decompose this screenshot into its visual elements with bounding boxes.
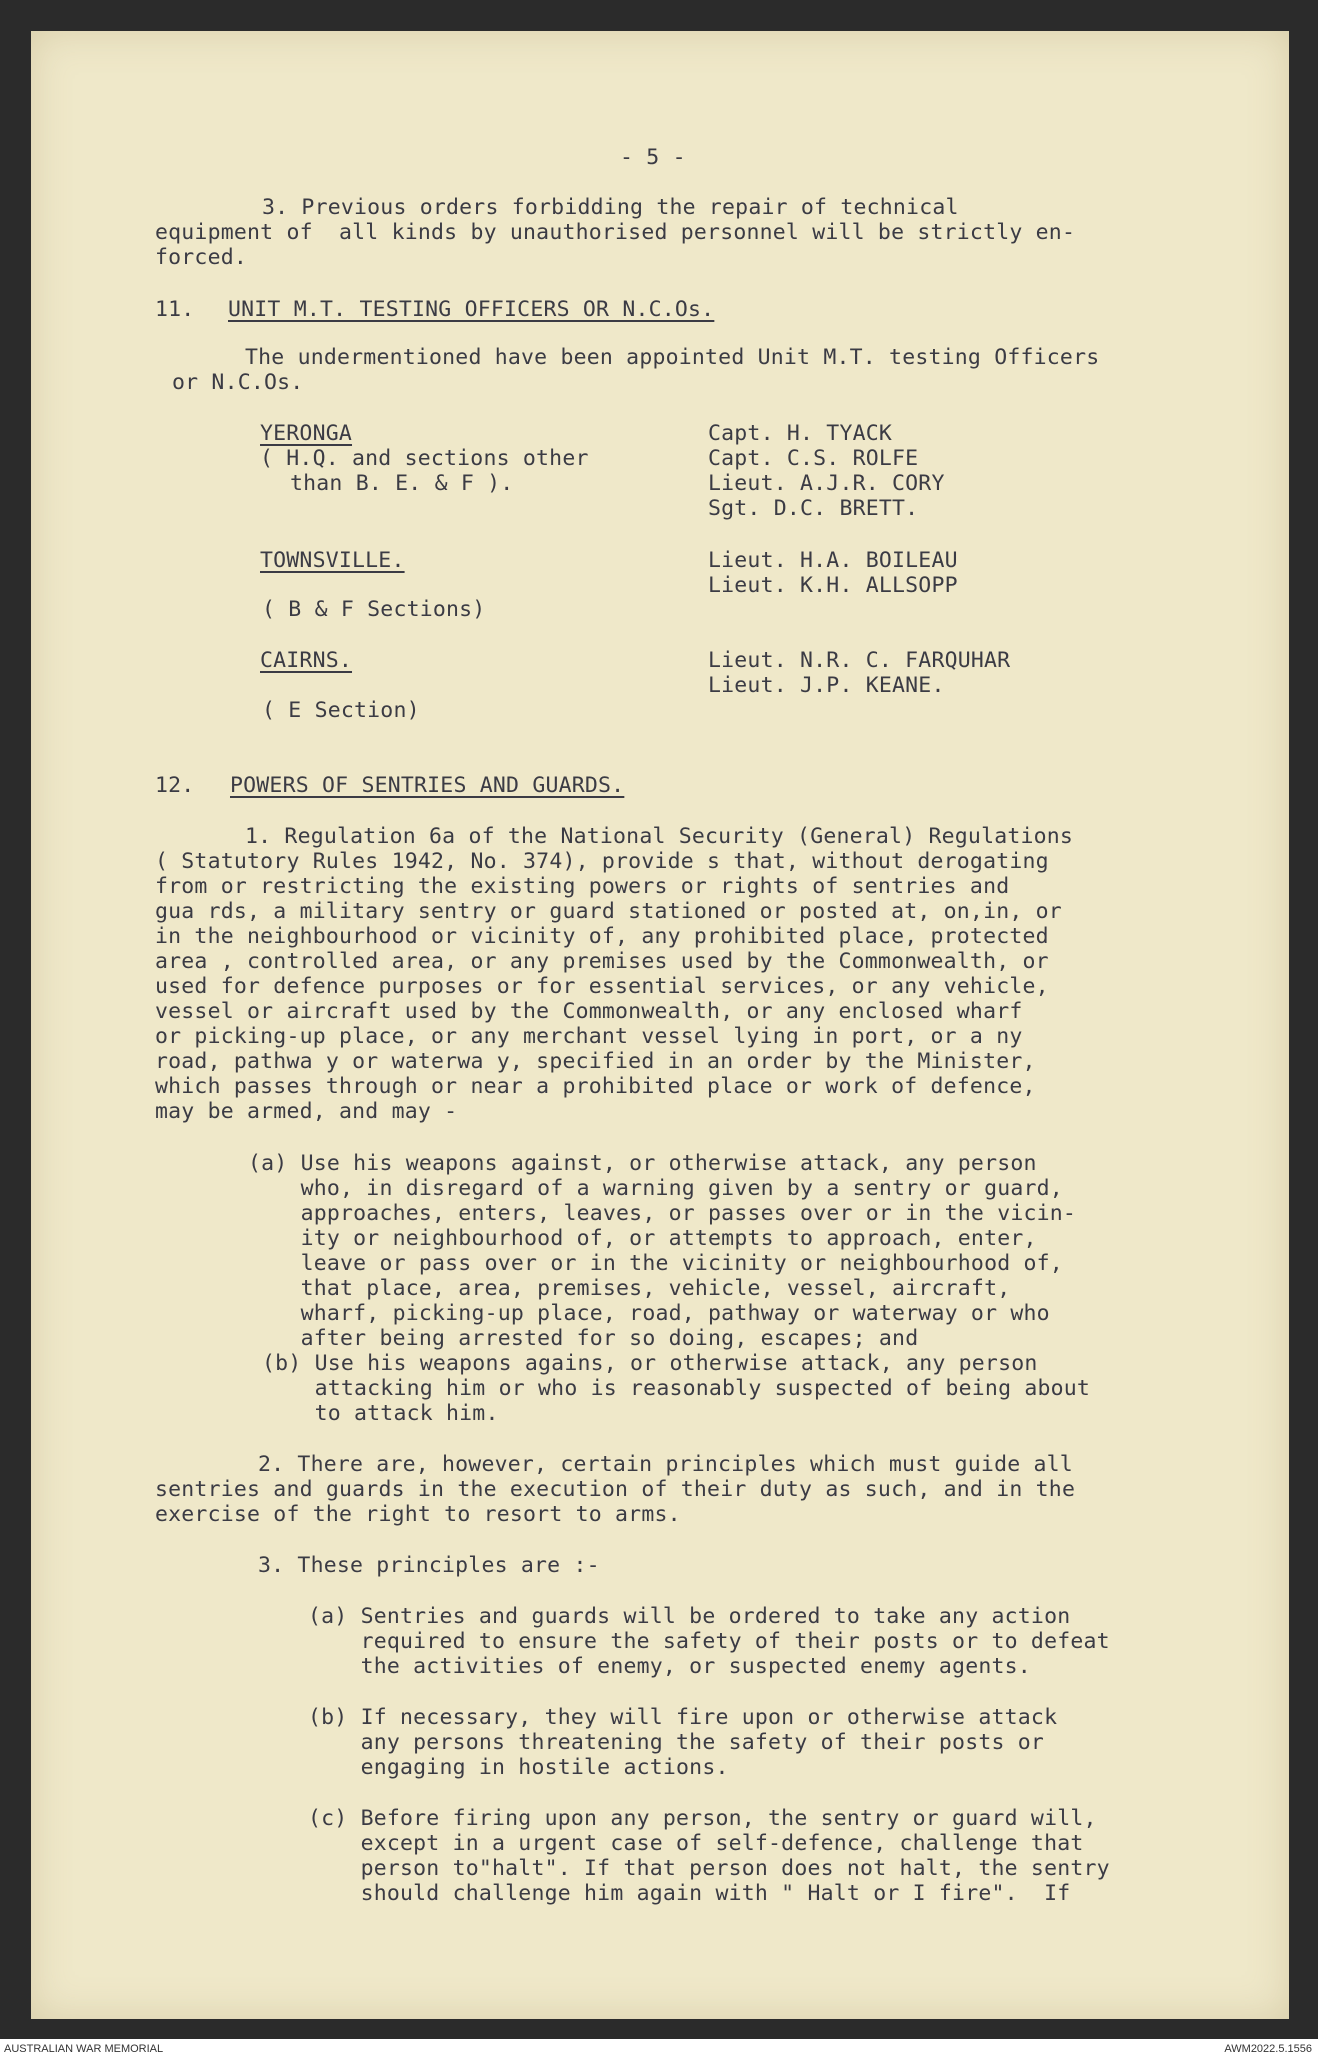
officer-name: Lieut. N.R. C. FARQUHAR [708,648,1011,673]
text-line: 3. Previous orders forbidding the repair of technical [262,195,959,220]
section-heading: POWERS OF SENTRIES AND GUARDS. [230,773,625,798]
text-line: 3. These principles are :- [258,1553,600,1578]
location-name: YERONGA [260,421,353,446]
list-item-line: (a) Sentries and guards will be ordered to take any action [308,1604,1071,1629]
archive-reference: AWM2022.5.1556 [1224,2043,1312,2055]
list-item-line: required to ensure the safety of their posts or to defeat [308,1629,1110,1654]
archive-footer [0,2039,1318,2061]
location-name: TOWNSVILLE. [260,548,405,573]
text-line: from or restricting the existing powers or rights of sentries and [155,874,1010,899]
list-item-line: the activities of enemy, or suspected enemy agents. [308,1654,1031,1679]
officer-name: Lieut. J.P. KEANE. [708,673,945,698]
list-item-line: engaging in hostile actions. [308,1755,729,1780]
text-line: ( Statutory Rules 1942, No. 374), provide s that, without derogating [155,849,1049,874]
text-line: sentries and guards in the execution of their duty as such, and in the [155,1477,1076,1502]
officer-name: Capt. H. TYACK [708,421,893,446]
officer-name: Sgt. D.C. BRETT. [708,496,919,521]
text-line: exercise of the right to resort to arms. [155,1502,681,1527]
list-item-line: leave or pass over or in the vicinity or neighbourhood of, [248,1251,1063,1276]
location-note: than B. E. & F ). [290,471,514,496]
list-item-line: ity or neighbourhood of, or attempts to approach, enter, [248,1226,1037,1251]
list-item-line: that place, area, premises, vehicle, vessel, aircraft, [248,1276,1011,1301]
list-item-line: should challenge him again with " Halt or I fire". If [308,1881,1071,1906]
text-line: vessel or aircraft used by the Commonwealth, or any enclosed wharf [155,999,1023,1024]
list-item-line: approaches, enters, leaves, or passes over or in the vicin- [248,1201,1077,1226]
text-line: which passes through or near a prohibited place or work of defence, [155,1074,1036,1099]
officer-name: Capt. C.S. ROLFE [708,446,919,471]
location-note: ( E Section) [262,698,420,723]
text-line: in the neighbourhood or vicinity of, any prohibited place, protected [155,924,1049,949]
text-line: gua rds, a military sentry or guard stationed or posted at, on,in, or [155,899,1062,924]
list-item-line: attacking him or who is reasonably suspected of being about [262,1376,1091,1401]
text-line: forced. [155,245,248,270]
list-item-line: (a) Use his weapons against, or otherwise attack, any person [248,1151,1037,1176]
page-number: - 5 - [620,145,686,170]
text-line: The undermentioned have been appointed Unit M.T. testing Officers [245,345,1100,370]
location-note: ( H.Q. and sections other [260,446,589,471]
officer-name: Lieut. H.A. BOILEAU [708,548,958,573]
location-name: CAIRNS. [260,648,353,673]
officer-name: Lieut. A.J.R. CORY [708,471,945,496]
text-line: or N.C.Os. [172,370,304,395]
section-heading: UNIT M.T. TESTING OFFICERS OR N.C.Os. [228,297,715,322]
officer-name: Lieut. K.H. ALLSOPP [708,573,958,598]
text-line: or picking-up place, or any merchant vessel lying in port, or a ny [155,1024,1023,1049]
list-item-line: (b) Use his weapons agains, or otherwise attack, any person [262,1351,1038,1376]
list-item-line: any persons threatening the safety of their posts or [308,1730,1045,1755]
section-number: 11. [155,297,195,322]
text-line: 2. There are, however, certain principles which must guide all [258,1452,1073,1477]
text-line: equipment of all kinds by unauthorised personnel will be strictly en- [155,220,1076,245]
list-item-line: (c) Before firing upon any person, the sentry or guard will, [308,1806,1097,1831]
text-line: area , controlled area, or any premises used by the Commonwealth, or [155,949,1049,974]
list-item-line: except in a urgent case of self-defence, challenge that [308,1831,1084,1856]
section-number: 12. [155,773,195,798]
list-item-line: wharf, picking-up place, road, pathway or waterway or who [248,1301,1050,1326]
text-line: road, pathwa y or waterwa y, specified in an order by the Minister, [155,1049,1036,1074]
text-line: may be armed, and may - [155,1099,458,1124]
text-line: 1. Regulation 6a of the National Security (General) Regulations [245,824,1074,849]
list-item-line: after being arrested for so doing, escapes; and [248,1326,919,1351]
text-line: used for defence purposes or for essential services, or any vehicle, [155,974,1049,999]
list-item-line: (b) If necessary, they will fire upon or otherwise attack [308,1705,1058,1730]
archive-name: AUSTRALIAN WAR MEMORIAL [4,2043,164,2055]
list-item-line: to attack him. [262,1401,499,1426]
list-item-line: who, in disregard of a warning given by a sentry or guard, [248,1176,1063,1201]
list-item-line: person to"halt". If that person does not halt, the sentry [308,1856,1110,1881]
location-note: ( B & F Sections) [262,597,486,622]
